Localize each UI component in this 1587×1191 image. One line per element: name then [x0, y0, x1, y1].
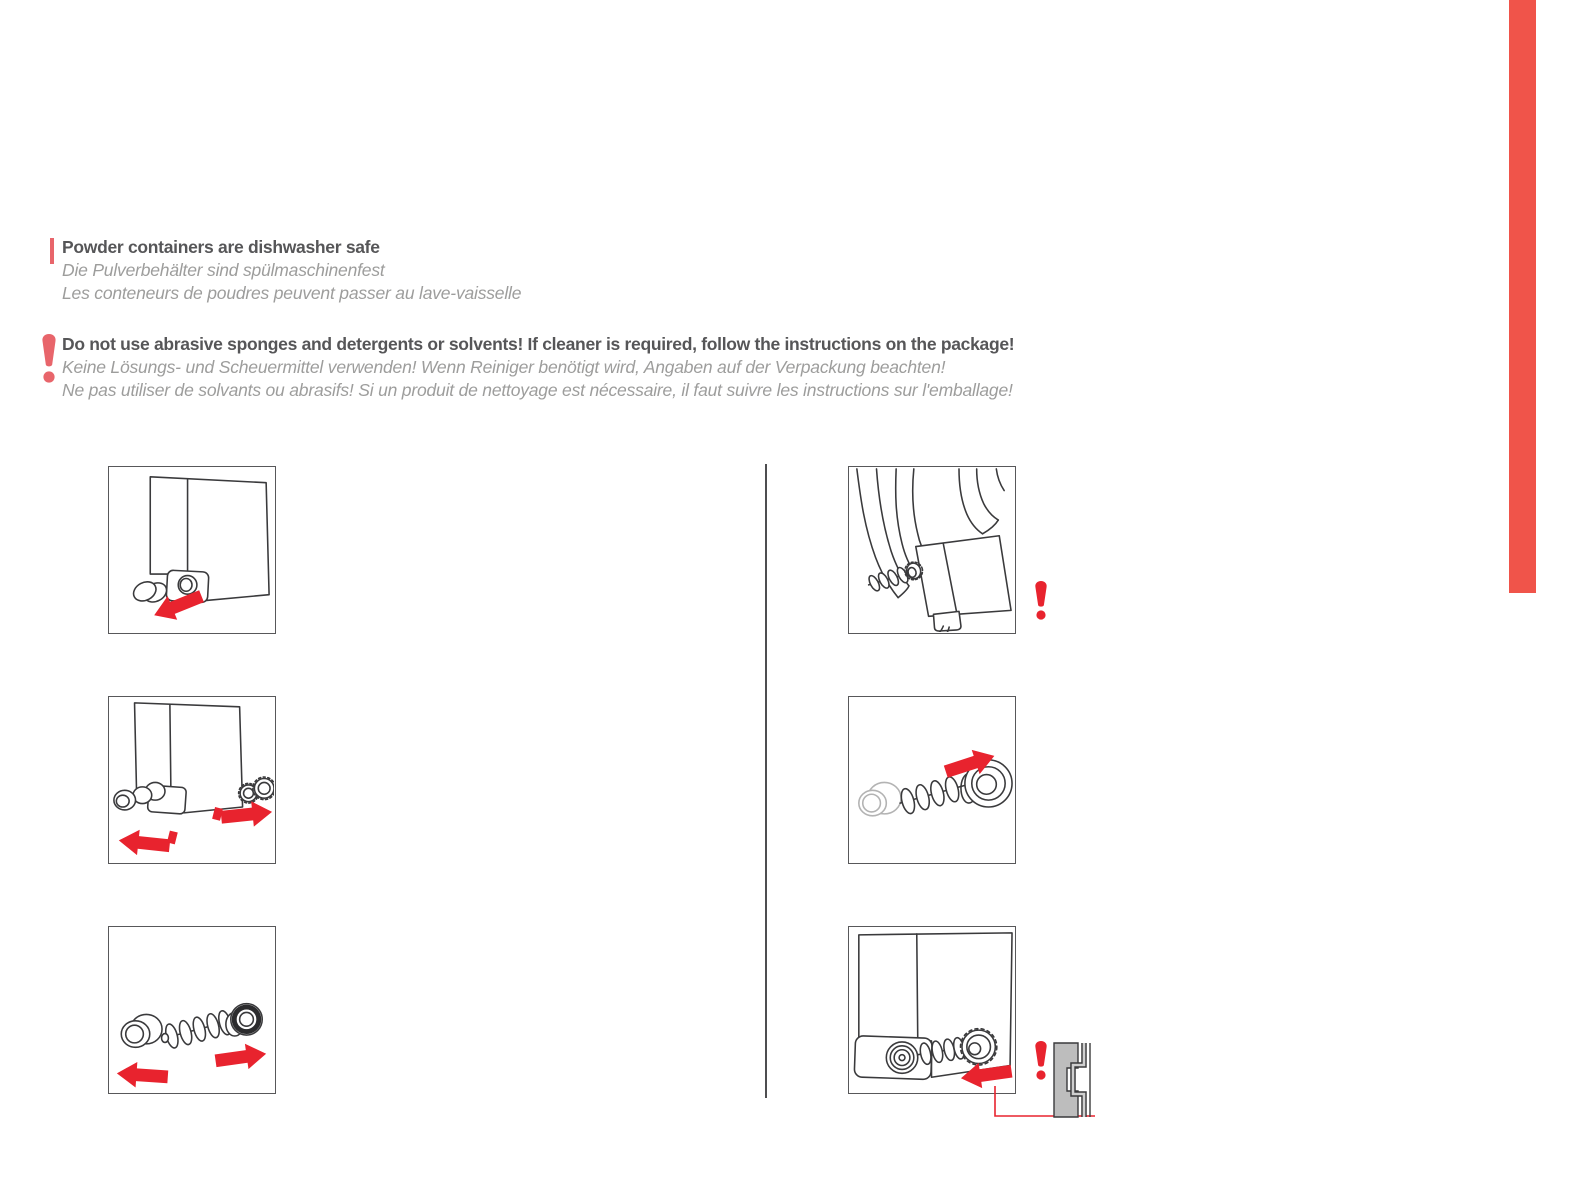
warning-exclamation-icon: [1034, 1041, 1048, 1080]
figure-auger-disassembled: [108, 926, 276, 1094]
red-tick-marker: [50, 238, 54, 264]
note-translation-fr: Ne pas utiliser de solvants ou abrasifs! Si un produit de nettoyage est nécessaire, il faut suivre les instructions sur l'emballage!: [62, 380, 1013, 400]
figure-parts-in-dishwasher-rack: [848, 466, 1016, 634]
note-no-abrasives: [62, 333, 1062, 402]
reinstall-auger-drawing: [849, 927, 1014, 1092]
note-translation-fr: Les conteneurs de poudres peuvent passer au lave-vaisselle: [62, 283, 522, 303]
remove-outlet-cap-drawing: [109, 467, 274, 632]
pull-out-auger-parts-drawing: [109, 697, 274, 862]
warning-exclamation-icon: [1034, 581, 1048, 620]
figure-reassemble-auger: [848, 696, 1016, 864]
reassemble-auger-drawing: [849, 697, 1014, 862]
note-title: Do not use abrasive sponges and detergents or solvents! If cleaner is required, follow the instructions on the package!: [62, 334, 1015, 354]
figure-pull-out-auger-parts: [108, 696, 276, 864]
note-title: Powder containers are dishwasher safe: [62, 237, 380, 257]
note-dishwasher-safe: [62, 236, 1062, 305]
rail-cross-section-detail: [1052, 1042, 1094, 1118]
column-divider: [765, 464, 767, 1098]
note-translation-de: Keine Lösungs- und Scheuermittel verwenden! Wenn Reiniger benötigt wird, Angaben auf der Verpackung beachten!: [62, 357, 946, 377]
figure-remove-outlet-cap: [108, 466, 276, 634]
note-translation-de: Die Pulverbehälter sind spülmaschinenfest: [62, 260, 385, 280]
auger-disassembled-drawing: [109, 927, 274, 1092]
parts-in-dishwasher-rack-drawing: [849, 467, 1014, 632]
exclamation-icon: [41, 334, 57, 383]
page-edge-accent-bar: [1509, 0, 1536, 593]
figure-reinstall-auger: [848, 926, 1016, 1094]
